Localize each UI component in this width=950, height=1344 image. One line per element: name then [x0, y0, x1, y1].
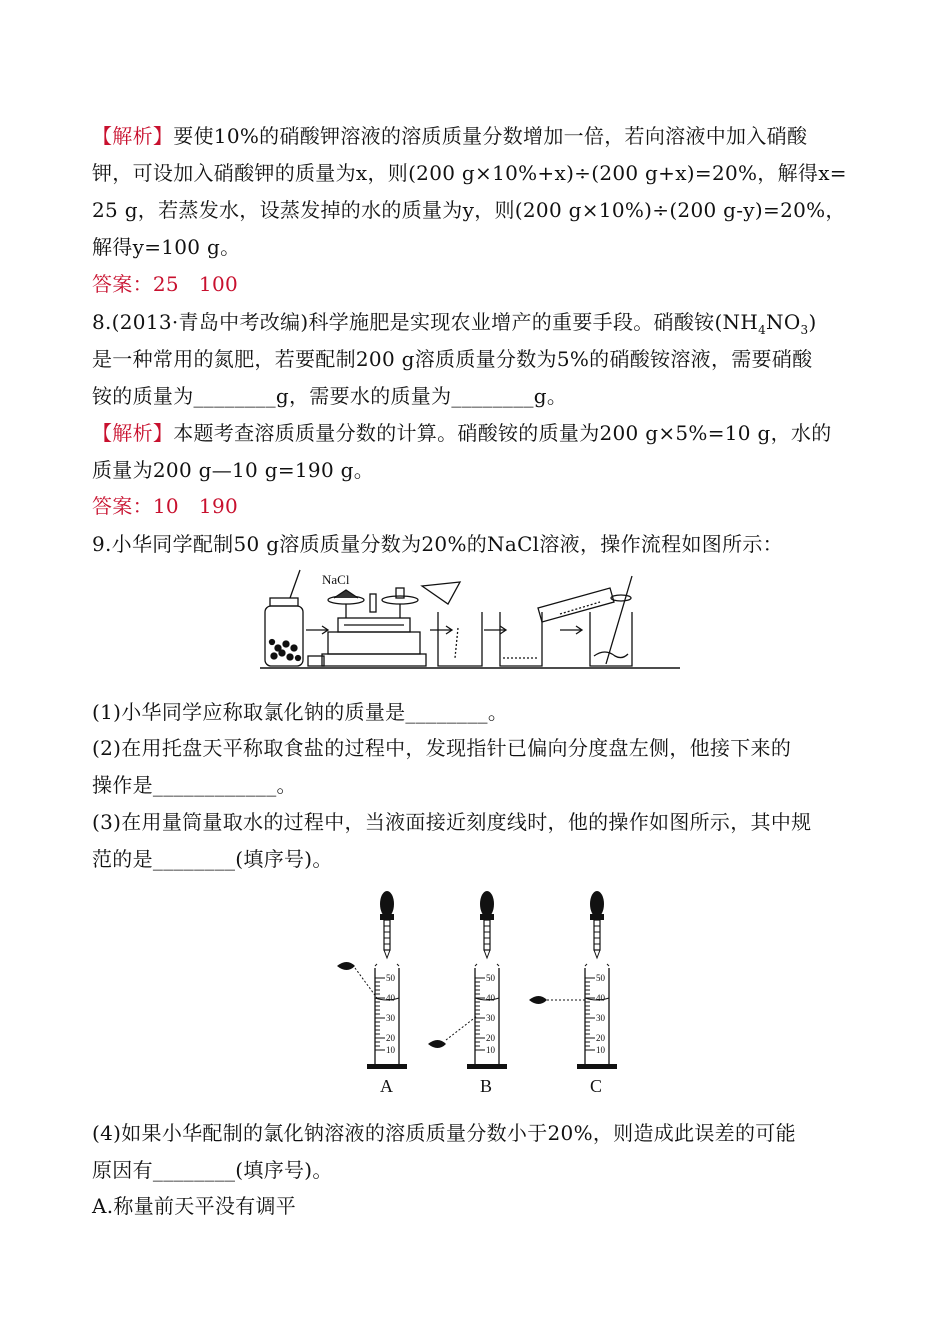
label-a: A: [380, 1076, 393, 1096]
eye-icon-a: [337, 962, 377, 998]
cylinder-reading-figure: [325, 888, 625, 1098]
q8-stem-line-1: 8.(2013·青岛中考改编)科学施肥是实现农业增产的重要手段。硝酸铵$(NH_4NO_3)$: [92, 310, 817, 337]
eye-icon-b: [428, 1016, 477, 1048]
tick-label: 30: [596, 1013, 605, 1023]
beaker-icon: [438, 612, 482, 666]
tick-label: 20: [596, 1033, 605, 1043]
q9-part-2-line-2: 操作是____________。: [92, 773, 297, 797]
q9-part-2-line-1: (2)在用托盘天平称取食盐的过程中，发现指针已偏向分度盘左侧，他接下来的: [92, 736, 792, 760]
q8-answer: [92, 494, 238, 518]
q7-analysis-line-3: 25 g，若蒸发水，设蒸发掉的水的质量为y，则(200 g×10%)÷(200 g-y)=20%，: [92, 198, 846, 222]
weighing-paper-icon: [422, 582, 460, 604]
answer-value: 10 190: [152, 494, 239, 518]
q7-analysis-line-4: 解得y=100 g。: [92, 235, 241, 259]
q9-part-4-line-1: (4)如果小华配制的氯化钠溶液的溶质质量分数小于20%，则造成此误差的可能: [92, 1121, 796, 1145]
q7-analysis-line-2: 钾，可设加入硝酸钾的质量为x，则(200 g×10%+x)÷(200 g+x)=20%，解得x=: [92, 161, 847, 185]
dropper-icon: [380, 891, 394, 958]
q9-part-3-line-2: 范的是________(填序号)。: [92, 847, 333, 871]
q7-analysis-line-1: 【解析】要使10%的硝酸钾溶液的溶质质量分数增加一倍，若向溶液中加入硝酸: [92, 124, 808, 148]
tick-label: 50: [596, 973, 605, 983]
answer-value: 25 100: [152, 272, 239, 296]
tick-label: 30: [486, 1013, 495, 1023]
tick-label: 40: [386, 993, 395, 1003]
tick-label: 10: [386, 1045, 395, 1055]
q9-option-a: A.称量前天平没有调平: [92, 1194, 297, 1218]
q8-stem-line-2: 是一种常用的氮肥，若要配制200 g溶质质量分数为5%的硝酸铵溶液，需要硝酸: [92, 347, 813, 371]
label-c: C: [590, 1076, 603, 1096]
q8-analysis-line-2: 质量为200 g—10 g=190 g。: [92, 458, 375, 482]
answer-tag: 答案：: [92, 494, 153, 518]
tick-label: 30: [386, 1013, 395, 1023]
tick-label: 10: [596, 1045, 605, 1055]
reagent-jar-icon: [265, 570, 324, 666]
dropper-icon: [480, 891, 494, 958]
q9-part-3-line-1: (3)在用量筒量取水的过程中，当液面接近刻度线时，他的操作如图所示，其中规: [92, 810, 812, 834]
analysis-tag: 【解析】: [92, 124, 174, 148]
graduated-cylinder-icon: [538, 588, 614, 622]
stirring-rod-icon: [594, 576, 632, 664]
beaker-icon: [500, 612, 542, 666]
answer-tag: 答案：: [92, 272, 153, 296]
q9-part-1: (1)小华同学应称取氯化钠的质量是________。: [92, 700, 509, 724]
tick-label: 50: [486, 973, 495, 983]
beaker-icon: [590, 612, 632, 666]
q9-stem: 9.小华同学配制50 g溶质质量分数为20%的NaCl溶液，操作流程如图所示：: [92, 532, 783, 556]
dropper-icon: [590, 891, 604, 958]
tick-label: 10: [486, 1045, 495, 1055]
q8-analysis-line-1: 【解析】本题考查溶质质量分数的计算。硝酸铵的质量为200 g×5%=10 g，水的: [92, 421, 832, 445]
q8-stem-line-3: 铵的质量为________g，需要水的质量为________g。: [92, 384, 568, 408]
analysis-tag: 【解析】: [92, 421, 174, 445]
tick-label: 50: [386, 973, 395, 983]
q7-answer: [92, 272, 238, 296]
label-b: B: [480, 1076, 493, 1096]
process-flow-figure: [260, 568, 680, 672]
tick-label: 40: [486, 993, 495, 1003]
tick-label: 20: [486, 1033, 495, 1043]
q9-part-4-line-2: 原因有________(填序号)。: [92, 1158, 333, 1182]
balance-icon: [322, 588, 426, 666]
tick-label: 20: [386, 1033, 395, 1043]
eye-icon-c: [529, 996, 587, 1004]
tick-label: 40: [596, 993, 605, 1003]
nacl-label: NaCl: [322, 572, 350, 587]
